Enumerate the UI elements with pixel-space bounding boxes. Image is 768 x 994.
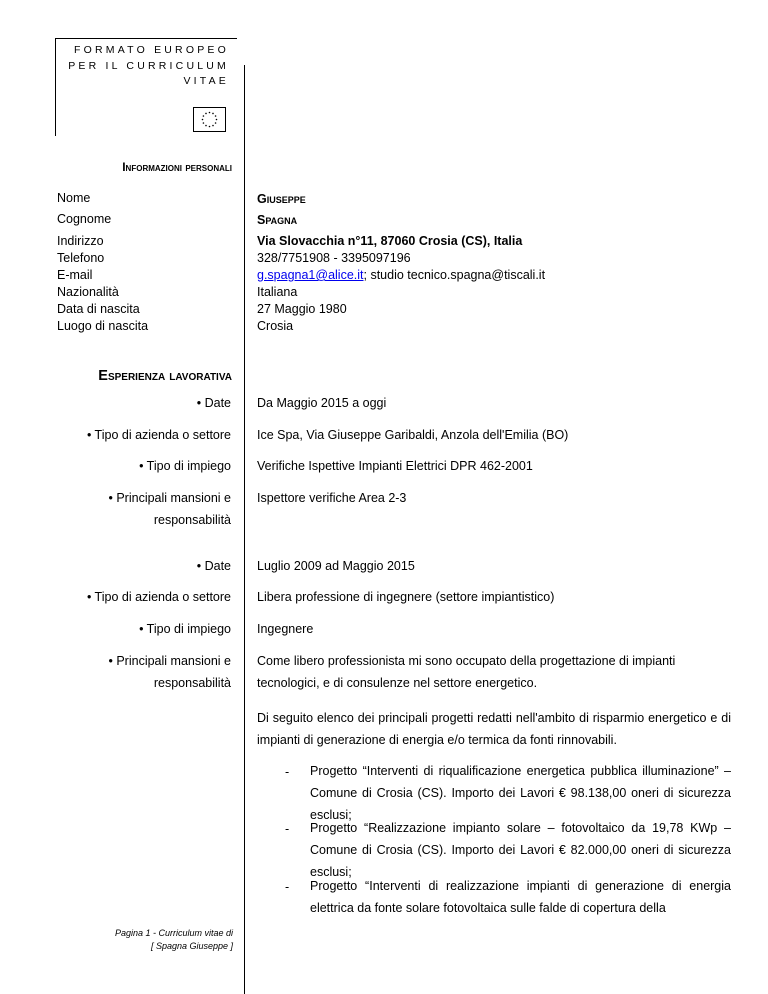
job2-mansioni-label-1: • Principali mansioni e: [108, 654, 231, 668]
job1-mansioni-label-2: responsabilità: [153, 513, 231, 527]
eu-flag-icon: [193, 107, 226, 132]
project-item-1: Progetto “Interventi di riqualificazione energetica pubblica illuminazione” – Comune di Crosia (CS). Importo dei Lavori € 98.138,00 oneri di sicurezza esclusi;: [310, 764, 731, 822]
project-item-3: Progetto “Interventi di realizzazione impianti di generazione di energia elettrica da fonte solare fotovoltaica sulle falde di copertura della: [310, 879, 731, 915]
eu-flag-star: [212, 125, 214, 127]
eu-flag-star: [216, 119, 218, 121]
job2-azienda-value: Libera professione di ingegnere (settore impiantistico): [257, 590, 555, 604]
job2-impiego-label: • Tipo di impiego: [139, 622, 231, 636]
label-nazionalita: Nazionalità: [57, 285, 119, 299]
label-data-nascita: Data di nascita: [57, 302, 140, 316]
value-email: [257, 268, 545, 282]
cv-title-line-3: VITAE: [183, 75, 229, 87]
value-telefono: 328/7751908 - 3395097196: [257, 251, 411, 265]
job2-date-label: • Date: [196, 559, 231, 573]
job1-mansioni-value: Ispettore verifiche Area 2-3: [257, 491, 407, 505]
eu-flag-star: [215, 122, 217, 124]
job2-mansioni-value: Come libero professionista mi sono occupato della progettazione di impianti tecnologici, e di consulenze nel settore energetico.: [257, 654, 676, 690]
footer-line-1: Pagina 1 - Curriculum vitae di: [114, 928, 233, 938]
label-luogo-nascita: Luogo di nascita: [57, 319, 149, 333]
job2-date-value: Luglio 2009 ad Maggio 2015: [257, 559, 415, 573]
eu-flag-star: [205, 113, 207, 115]
job2-mansioni-label-2: responsabilità: [153, 676, 231, 690]
eu-flag-star: [203, 115, 205, 117]
cv-format-title: [68, 43, 229, 90]
project-bullet-1: -: [285, 765, 290, 779]
eu-flag-star: [212, 113, 214, 115]
value-nome: Giuseppe: [257, 192, 306, 206]
value-luogo-nascita: Crosia: [257, 319, 294, 333]
email-secondary: ; studio tecnico.spagna@tiscali.it: [363, 268, 546, 282]
project-bullet-3: -: [285, 880, 290, 894]
label-cognome: Cognome: [57, 212, 112, 226]
page-footer: [90, 927, 233, 953]
eu-flag-star: [203, 122, 205, 124]
job1-azienda-label: • Tipo di azienda o settore: [86, 428, 231, 442]
eu-flag-star: [202, 119, 204, 121]
project-bullet-2: -: [285, 822, 290, 836]
job1-azienda-value: Ice Spa, Via Giuseppe Garibaldi, Anzola dell'Emilia (BO): [257, 428, 569, 442]
job2-intro-paragraph: Di seguito elenco dei principali progetti redatti nell'ambito di risparmio energetico e di impianti di generazione di energia e/o termica da fonti rinnovabili.: [257, 711, 731, 747]
eu-flag-star: [215, 115, 217, 117]
label-email: E-mail: [57, 268, 93, 282]
label-nome: Nome: [57, 191, 91, 205]
job1-impiego-label: • Tipo di impiego: [139, 459, 231, 473]
value-cognome: Spagna: [257, 213, 298, 227]
job1-date-label: • Date: [196, 396, 231, 410]
label-telefono: Telefono: [57, 251, 105, 265]
label-indirizzo: Indirizzo: [57, 234, 104, 248]
value-nazionalita: Italiana: [257, 285, 298, 299]
cv-title-line-1: FORMATO EUROPEO: [74, 44, 229, 56]
email-link[interactable]: g.spagna1@alice.it: [257, 268, 364, 282]
eu-flag-star: [209, 126, 211, 128]
eu-flag-star: [209, 112, 211, 114]
job1-mansioni-label-1: • Principali mansioni e: [108, 491, 231, 505]
job2-azienda-label: • Tipo di azienda o settore: [86, 590, 231, 604]
job2-impiego-value: Ingegnere: [257, 622, 314, 636]
footer-line-2: [ Spagna Giuseppe ]: [150, 941, 233, 951]
vertical-divider: [244, 65, 245, 994]
project-item-2: Progetto “Realizzazione impianto solare – fotovoltaico da 19,78 KWp – Comune di Crosia (CS). Importo dei Lavori € 82.000,00 oneri di sicurezza esclusi;: [310, 821, 731, 879]
job1-date-value: Da Maggio 2015 a oggi: [257, 396, 387, 410]
eu-flag-star: [205, 125, 207, 127]
value-data-nascita: 27 Maggio 1980: [257, 302, 347, 316]
cv-title-line-2: PER IL CURRICULUM: [68, 59, 229, 72]
value-indirizzo: Via Slovacchia n°11, 87060 Crosia (CS), Italia: [257, 234, 523, 248]
section-heading-personal: Informazioni personali: [122, 160, 232, 174]
job1-impiego-value: Verifiche Ispettive Impianti Elettrici DPR 462-2001: [257, 459, 533, 473]
section-heading-experience: Esperienza lavorativa: [98, 368, 232, 384]
